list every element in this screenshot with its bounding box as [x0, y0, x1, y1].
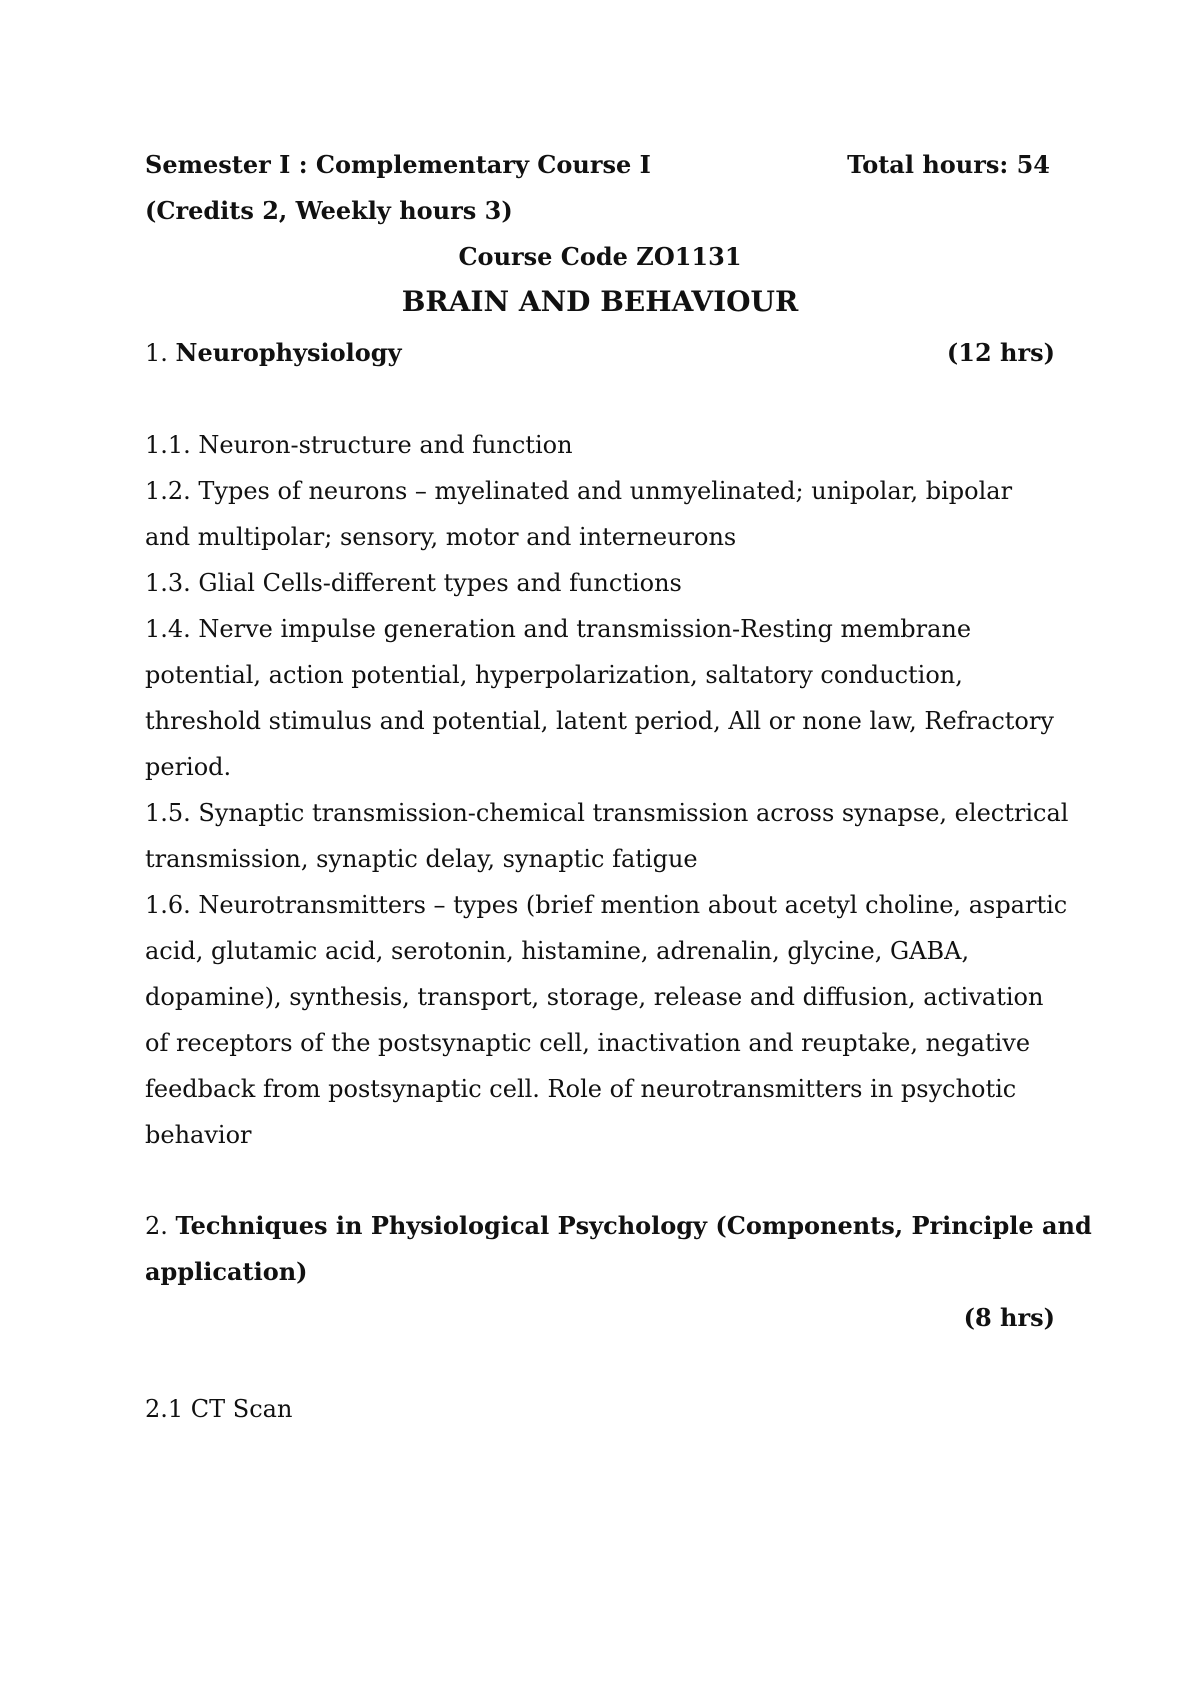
section1-line: 1.5. Synaptic transmission-chemical transmission across synapse, electrical — [145, 799, 1069, 827]
section1-line: potential, action potential, hyperpolarization, saltatory conduction, — [145, 661, 963, 689]
section1-hours: (12 hrs) — [946, 338, 1055, 367]
credits-line: (Credits 2, Weekly hours 3) — [145, 196, 513, 225]
section1-line: 1.3. Glial Cells-different types and functions — [145, 569, 682, 597]
section1-line: 1.6. Neurotransmitters – types (brief mention about acetyl choline, aspartic — [145, 891, 1068, 919]
section1-heading — [145, 338, 402, 368]
section1-heading-row — [145, 338, 1055, 368]
semester-row — [145, 150, 1055, 180]
section1-title: Neurophysiology — [175, 338, 402, 367]
section1-number: 1. — [145, 339, 168, 367]
section1-line: feedback from postsynaptic cell. Role of neurotransmitters in psychotic — [145, 1075, 1017, 1103]
section1-line: transmission, synaptic delay, synaptic fatigue — [145, 845, 698, 873]
section1-line: of receptors of the postsynaptic cell, inactivation and reuptake, negative — [145, 1029, 1031, 1057]
section1-line: period. — [145, 753, 232, 781]
section1-line: 1.1. Neuron-structure and function — [145, 431, 573, 459]
section2-number: 2. — [145, 1212, 168, 1240]
total-hours: Total hours: 54 — [847, 150, 1050, 179]
section1-line: dopamine), synthesis, transport, storage, release and diffusion, activation — [145, 983, 1044, 1011]
section2-line: 2.1 CT Scan — [145, 1395, 293, 1423]
course-title: BRAIN AND BEHAVIOUR — [401, 285, 799, 318]
section1-line: acid, glutamic acid, serotonin, histamine, adrenalin, glycine, GABA, — [145, 937, 970, 965]
semester-label: Semester I : Complementary Course I — [145, 150, 651, 179]
section2-heading — [145, 1211, 1092, 1241]
section1-line: behavior — [145, 1121, 252, 1149]
section2-heading-continued: application) — [145, 1257, 308, 1286]
section2-hours: (8 hrs) — [963, 1303, 1055, 1332]
section1-line: 1.4. Nerve impulse generation and transmission-Resting membrane — [145, 615, 972, 643]
section1-line: 1.2. Types of neurons – myelinated and unmyelinated; unipolar, bipolar — [145, 477, 1013, 505]
section1-line: threshold stimulus and potential, latent period, All or none law, Refractory — [145, 707, 1054, 735]
section1-line: and multipolar; sensory, motor and interneurons — [145, 523, 737, 551]
course-code: Course Code ZO1131 — [458, 242, 742, 271]
section2-title: Techniques in Physiological Psychology (Components, Principle and — [175, 1211, 1092, 1240]
